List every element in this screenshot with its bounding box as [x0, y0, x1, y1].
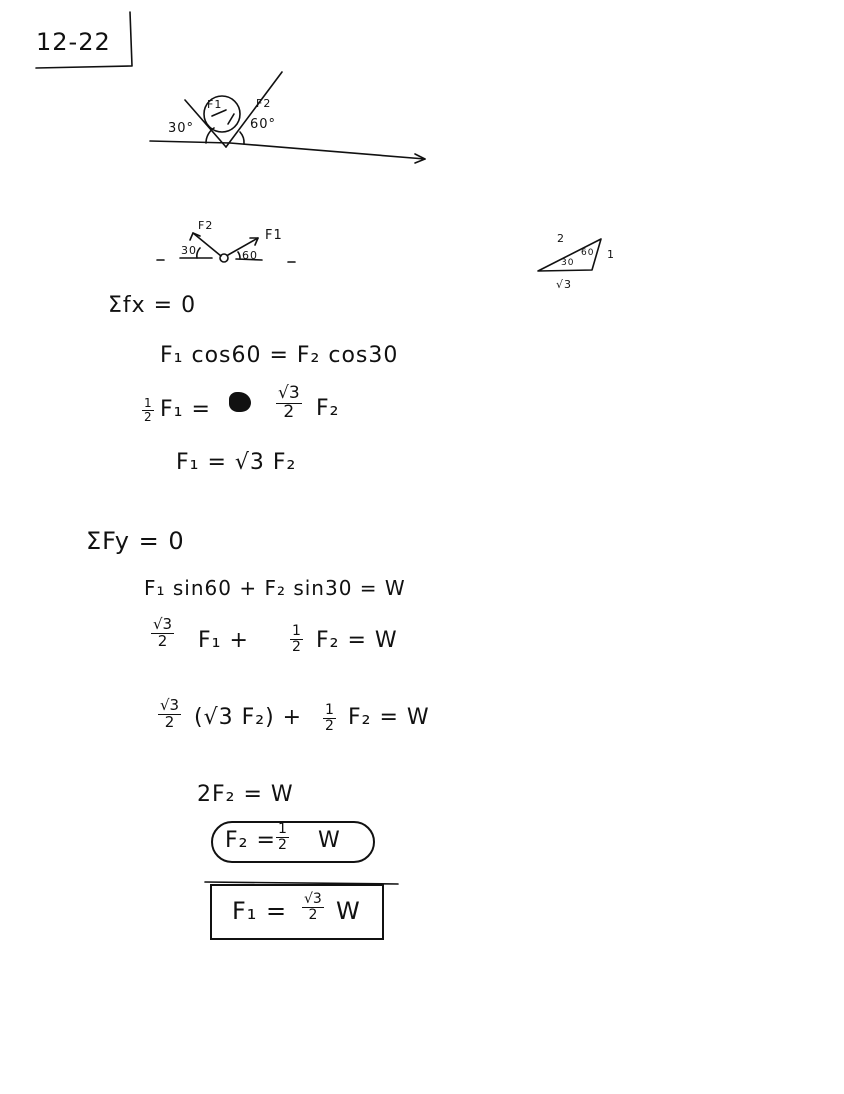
sum-fx-variable: fx — [122, 293, 146, 318]
scribble-mark — [229, 392, 251, 412]
fbd-point — [220, 254, 228, 262]
fraction-numerator: √3 — [278, 383, 300, 403]
fbd-force-1-label: F1 — [265, 228, 283, 243]
fbd-force-2-label: F2 — [198, 219, 214, 232]
diagram-angle-right: 60° — [250, 117, 277, 132]
sum-fx-line-1: F₁ cos60 = F₂ cos30 — [160, 343, 399, 368]
fraction-numerator: √3 — [160, 696, 180, 714]
problem-number: 12-22 — [36, 28, 111, 56]
answer-f2-fraction — [276, 822, 289, 852]
angle-arc-left — [206, 128, 214, 143]
fraction-numerator: 1 — [144, 396, 152, 410]
sum-fy-line-2-var-b: F₂ = W — [316, 628, 398, 653]
fraction-denominator: 2 — [278, 836, 287, 853]
triangle-angle-60: 60 — [581, 248, 595, 258]
diagram-angle-left: 30° — [168, 121, 195, 136]
ground-arrowhead — [415, 154, 425, 163]
answer-f2-var: F₂ = — [225, 828, 276, 853]
fbd-angle-left: 30 — [181, 244, 197, 257]
fbd-angle-right: 60 — [242, 249, 258, 262]
fraction-denominator: 2 — [292, 638, 301, 655]
triangle-hypotenuse-label: 2 — [557, 232, 565, 245]
fraction-denominator: 2 — [144, 409, 152, 424]
sum-fx-rhs: = 0 — [153, 293, 197, 318]
sum-fx-line-3: F₁ = √3 F₂ — [176, 450, 297, 475]
answer-f1-fraction — [302, 892, 324, 922]
fraction-numerator: 1 — [292, 623, 301, 639]
fraction-numerator: 1 — [278, 821, 287, 837]
fraction-numerator: √3 — [304, 891, 322, 907]
diagram-force-2-label: F2 — [256, 97, 272, 110]
sum-fy-line-2-fraction-a — [151, 617, 174, 650]
triangle-adjacent-label: √3 — [556, 278, 573, 291]
fbd-f2-head — [190, 233, 200, 240]
fraction-denominator: 2 — [325, 717, 334, 734]
angle-arc-right — [240, 132, 244, 144]
fbd-f1-head — [250, 238, 258, 245]
sum-fy-line-2-var-a: F₁ + — [198, 628, 249, 653]
fbd-f2-arrow — [193, 233, 221, 256]
fbd-arc-right — [238, 252, 240, 258]
sum-fy-line-3-var-b: F₂ = W — [348, 705, 430, 730]
answer-f1-var: F₁ = — [232, 897, 288, 925]
fraction-denominator: 2 — [283, 401, 295, 422]
sum-fx-line-2-left-var: F₁ = — [160, 397, 211, 422]
sum-fx-sigma: Σ — [108, 293, 123, 318]
fraction-numerator: √3 — [153, 615, 173, 633]
sum-fy-line-3-fraction-b — [323, 703, 336, 733]
ground-line — [150, 141, 425, 159]
sum-fx-line-2-left-fraction — [142, 397, 154, 423]
fraction-denominator: 2 — [308, 906, 318, 923]
triangle-opposite-label: 1 — [607, 248, 615, 261]
fbd-arc-left — [197, 248, 200, 258]
sum-fy-heading: ΣFy = 0 — [86, 527, 185, 555]
sum-fy-line-4: 2F₂ = W — [197, 782, 294, 807]
sum-fy-line-2-fraction-b — [290, 624, 303, 654]
fraction-denominator: 2 — [157, 631, 168, 650]
wall-right — [226, 72, 282, 147]
sum-fx-line-2-right-var: F₂ — [316, 396, 340, 421]
sum-fy-line-3-middle: (√3 F₂) + — [194, 705, 303, 730]
sum-fy-line-1: F₁ sin60 + F₂ sin30 = W — [144, 576, 406, 600]
fraction-numerator: 1 — [325, 702, 334, 718]
answer-f1-rhs: W — [336, 897, 361, 925]
answer-f2-rhs: W — [318, 828, 341, 853]
triangle-angle-30: 30 — [561, 258, 575, 268]
diagram-force-1-label: F1 — [207, 98, 223, 111]
ball-arrow-2 — [228, 114, 234, 124]
sum-fy-line-3-fraction-a — [158, 698, 181, 731]
sum-fx-line-2-right-fraction — [276, 385, 302, 422]
sum-fx-heading — [108, 295, 196, 317]
fraction-denominator: 2 — [164, 712, 175, 731]
